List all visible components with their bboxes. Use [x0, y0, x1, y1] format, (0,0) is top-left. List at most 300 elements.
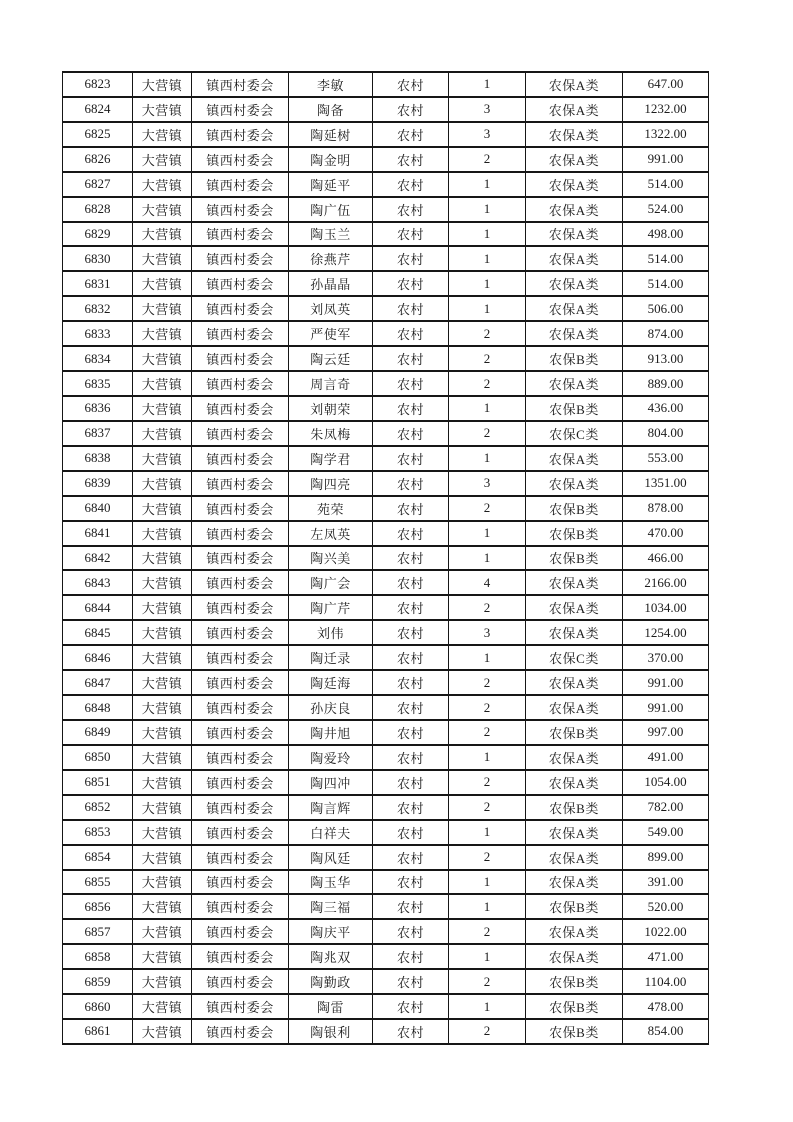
cell-household-type: 农村 — [373, 197, 449, 222]
table-row — [63, 820, 709, 845]
cell-household-type: 农村 — [373, 396, 449, 421]
cell-amount: 471.00 — [623, 944, 709, 969]
cell-town: 大营镇 — [133, 471, 192, 496]
cell-household-type: 农村 — [373, 570, 449, 595]
cell-insurance-category: 农保A类 — [526, 147, 623, 172]
cell-household-type: 农村 — [373, 894, 449, 919]
cell-household-type: 农村 — [373, 969, 449, 994]
cell-insurance-category: 农保B类 — [526, 969, 623, 994]
table-row — [63, 97, 709, 122]
table-row — [63, 795, 709, 820]
table-row — [63, 246, 709, 271]
cell-person-count: 1 — [449, 246, 526, 271]
cell-insurance-category: 农保A类 — [526, 570, 623, 595]
cell-insurance-category: 农保A类 — [526, 172, 623, 197]
cell-serial-number: 6860 — [63, 994, 133, 1019]
table-row — [63, 521, 709, 546]
table-row — [63, 496, 709, 521]
cell-serial-number: 6856 — [63, 894, 133, 919]
cell-household-type: 农村 — [373, 421, 449, 446]
cell-insurance-category: 农保A类 — [526, 695, 623, 720]
cell-amount: 889.00 — [623, 371, 709, 396]
cell-town: 大营镇 — [133, 222, 192, 247]
table-row — [63, 720, 709, 745]
cell-serial-number: 6852 — [63, 795, 133, 820]
cell-household-type: 农村 — [373, 521, 449, 546]
cell-person-count: 1 — [449, 521, 526, 546]
cell-insurance-category: 农保B类 — [526, 496, 623, 521]
cell-village-committee: 镇西村委会 — [192, 521, 289, 546]
cell-name: 周言奇 — [289, 371, 373, 396]
table-row — [63, 446, 709, 471]
cell-amount: 436.00 — [623, 396, 709, 421]
cell-village-committee: 镇西村委会 — [192, 246, 289, 271]
cell-amount: 991.00 — [623, 695, 709, 720]
cell-household-type: 农村 — [373, 147, 449, 172]
cell-name: 陶风廷 — [289, 845, 373, 870]
cell-serial-number: 6854 — [63, 845, 133, 870]
cell-village-committee: 镇西村委会 — [192, 421, 289, 446]
cell-name: 徐燕芹 — [289, 246, 373, 271]
cell-person-count: 2 — [449, 770, 526, 795]
cell-amount: 1322.00 — [623, 122, 709, 147]
cell-town: 大营镇 — [133, 919, 192, 944]
cell-town: 大营镇 — [133, 172, 192, 197]
cell-serial-number: 6847 — [63, 670, 133, 695]
cell-household-type: 农村 — [373, 271, 449, 296]
cell-household-type: 农村 — [373, 845, 449, 870]
cell-person-count: 2 — [449, 421, 526, 446]
table-row — [63, 620, 709, 645]
cell-serial-number: 6826 — [63, 147, 133, 172]
cell-name: 陶广芹 — [289, 595, 373, 620]
cell-town: 大营镇 — [133, 521, 192, 546]
cell-amount: 991.00 — [623, 670, 709, 695]
cell-household-type: 农村 — [373, 944, 449, 969]
cell-village-committee: 镇西村委会 — [192, 72, 289, 97]
cell-insurance-category: 农保A类 — [526, 670, 623, 695]
table-row — [63, 197, 709, 222]
cell-amount: 997.00 — [623, 720, 709, 745]
cell-village-committee: 镇西村委会 — [192, 994, 289, 1019]
cell-household-type: 农村 — [373, 446, 449, 471]
cell-town: 大营镇 — [133, 720, 192, 745]
cell-serial-number: 6836 — [63, 396, 133, 421]
cell-town: 大营镇 — [133, 1019, 192, 1044]
cell-insurance-category: 农保A类 — [526, 446, 623, 471]
cell-amount: 899.00 — [623, 845, 709, 870]
cell-amount: 391.00 — [623, 870, 709, 895]
cell-amount: 1254.00 — [623, 620, 709, 645]
cell-person-count: 1 — [449, 197, 526, 222]
cell-insurance-category: 农保C类 — [526, 645, 623, 670]
cell-serial-number: 6830 — [63, 246, 133, 271]
cell-household-type: 农村 — [373, 870, 449, 895]
cell-amount: 506.00 — [623, 296, 709, 321]
cell-serial-number: 6853 — [63, 820, 133, 845]
cell-household-type: 农村 — [373, 795, 449, 820]
cell-person-count: 1 — [449, 944, 526, 969]
cell-person-count: 1 — [449, 296, 526, 321]
cell-amount: 647.00 — [623, 72, 709, 97]
cell-serial-number: 6838 — [63, 446, 133, 471]
table-row — [63, 770, 709, 795]
cell-amount: 878.00 — [623, 496, 709, 521]
cell-town: 大营镇 — [133, 97, 192, 122]
table-row — [63, 944, 709, 969]
cell-town: 大营镇 — [133, 845, 192, 870]
cell-name: 陶金明 — [289, 147, 373, 172]
cell-person-count: 2 — [449, 321, 526, 346]
table-row — [63, 271, 709, 296]
cell-village-committee: 镇西村委会 — [192, 870, 289, 895]
cell-town: 大营镇 — [133, 795, 192, 820]
cell-village-committee: 镇西村委会 — [192, 546, 289, 571]
cell-amount: 553.00 — [623, 446, 709, 471]
cell-town: 大营镇 — [133, 645, 192, 670]
table-row — [63, 994, 709, 1019]
cell-serial-number: 6839 — [63, 471, 133, 496]
cell-town: 大营镇 — [133, 620, 192, 645]
cell-amount: 524.00 — [623, 197, 709, 222]
cell-person-count: 1 — [449, 546, 526, 571]
cell-name: 严使军 — [289, 321, 373, 346]
cell-name: 陶备 — [289, 97, 373, 122]
cell-person-count: 2 — [449, 147, 526, 172]
cell-village-committee: 镇西村委会 — [192, 346, 289, 371]
cell-amount: 1232.00 — [623, 97, 709, 122]
cell-insurance-category: 农保A类 — [526, 97, 623, 122]
cell-name: 陶雷 — [289, 994, 373, 1019]
cell-insurance-category: 农保A类 — [526, 919, 623, 944]
cell-village-committee: 镇西村委会 — [192, 321, 289, 346]
cell-person-count: 1 — [449, 172, 526, 197]
cell-village-committee: 镇西村委会 — [192, 1019, 289, 1044]
cell-name: 陶广会 — [289, 570, 373, 595]
table-row — [63, 570, 709, 595]
cell-person-count: 1 — [449, 271, 526, 296]
cell-town: 大营镇 — [133, 695, 192, 720]
table-row — [63, 471, 709, 496]
table-row — [63, 72, 709, 97]
cell-insurance-category: 农保A类 — [526, 944, 623, 969]
cell-insurance-category: 农保A类 — [526, 620, 623, 645]
cell-village-committee: 镇西村委会 — [192, 770, 289, 795]
table-row — [63, 969, 709, 994]
cell-household-type: 农村 — [373, 770, 449, 795]
cell-name: 陶玉华 — [289, 870, 373, 895]
cell-serial-number: 6834 — [63, 346, 133, 371]
cell-serial-number: 6846 — [63, 645, 133, 670]
cell-town: 大营镇 — [133, 421, 192, 446]
cell-name: 左凤英 — [289, 521, 373, 546]
cell-town: 大营镇 — [133, 496, 192, 521]
cell-name: 陶四冲 — [289, 770, 373, 795]
cell-person-count: 2 — [449, 919, 526, 944]
cell-person-count: 2 — [449, 595, 526, 620]
cell-village-committee: 镇西村委会 — [192, 845, 289, 870]
cell-serial-number: 6842 — [63, 546, 133, 571]
cell-village-committee: 镇西村委会 — [192, 396, 289, 421]
table-row — [63, 670, 709, 695]
cell-town: 大营镇 — [133, 770, 192, 795]
cell-village-committee: 镇西村委会 — [192, 222, 289, 247]
cell-village-committee: 镇西村委会 — [192, 570, 289, 595]
cell-village-committee: 镇西村委会 — [192, 620, 289, 645]
cell-household-type: 农村 — [373, 496, 449, 521]
cell-insurance-category: 农保A类 — [526, 321, 623, 346]
table-row — [63, 745, 709, 770]
cell-insurance-category: 农保A类 — [526, 197, 623, 222]
cell-name: 陶迁录 — [289, 645, 373, 670]
cell-serial-number: 6831 — [63, 271, 133, 296]
cell-town: 大营镇 — [133, 321, 192, 346]
cell-amount: 1104.00 — [623, 969, 709, 994]
cell-village-committee: 镇西村委会 — [192, 795, 289, 820]
cell-town: 大营镇 — [133, 994, 192, 1019]
cell-household-type: 农村 — [373, 246, 449, 271]
cell-person-count: 1 — [449, 446, 526, 471]
cell-town: 大营镇 — [133, 546, 192, 571]
cell-serial-number: 6829 — [63, 222, 133, 247]
table-row — [63, 695, 709, 720]
cell-amount: 549.00 — [623, 820, 709, 845]
cell-household-type: 农村 — [373, 172, 449, 197]
cell-amount: 2166.00 — [623, 570, 709, 595]
cell-name: 刘凤英 — [289, 296, 373, 321]
cell-amount: 514.00 — [623, 172, 709, 197]
cell-insurance-category: 农保A类 — [526, 122, 623, 147]
cell-serial-number: 6827 — [63, 172, 133, 197]
cell-insurance-category: 农保A类 — [526, 820, 623, 845]
cell-town: 大营镇 — [133, 72, 192, 97]
cell-insurance-category: 农保B类 — [526, 795, 623, 820]
cell-person-count: 2 — [449, 496, 526, 521]
cell-person-count: 1 — [449, 645, 526, 670]
table-row — [63, 546, 709, 571]
cell-serial-number: 6859 — [63, 969, 133, 994]
cell-village-committee: 镇西村委会 — [192, 919, 289, 944]
cell-amount: 1351.00 — [623, 471, 709, 496]
cell-village-committee: 镇西村委会 — [192, 745, 289, 770]
table-row — [63, 172, 709, 197]
table-row — [63, 595, 709, 620]
cell-person-count: 2 — [449, 346, 526, 371]
cell-household-type: 农村 — [373, 546, 449, 571]
table-row — [63, 1019, 709, 1044]
cell-village-committee: 镇西村委会 — [192, 271, 289, 296]
cell-amount: 804.00 — [623, 421, 709, 446]
cell-name: 陶四亮 — [289, 471, 373, 496]
cell-town: 大营镇 — [133, 122, 192, 147]
cell-town: 大营镇 — [133, 147, 192, 172]
cell-insurance-category: 农保A类 — [526, 296, 623, 321]
cell-town: 大营镇 — [133, 371, 192, 396]
cell-village-committee: 镇西村委会 — [192, 595, 289, 620]
cell-serial-number: 6824 — [63, 97, 133, 122]
cell-person-count: 2 — [449, 1019, 526, 1044]
cell-amount: 874.00 — [623, 321, 709, 346]
cell-serial-number: 6861 — [63, 1019, 133, 1044]
cell-amount: 991.00 — [623, 147, 709, 172]
cell-serial-number: 6845 — [63, 620, 133, 645]
cell-insurance-category: 农保B类 — [526, 894, 623, 919]
cell-serial-number: 6858 — [63, 944, 133, 969]
cell-village-committee: 镇西村委会 — [192, 97, 289, 122]
cell-serial-number: 6823 — [63, 72, 133, 97]
cell-village-committee: 镇西村委会 — [192, 670, 289, 695]
cell-name: 李敏 — [289, 72, 373, 97]
cell-person-count: 1 — [449, 994, 526, 1019]
cell-village-committee: 镇西村委会 — [192, 894, 289, 919]
cell-amount: 514.00 — [623, 271, 709, 296]
cell-household-type: 农村 — [373, 620, 449, 645]
cell-village-committee: 镇西村委会 — [192, 122, 289, 147]
cell-person-count: 1 — [449, 222, 526, 247]
cell-town: 大营镇 — [133, 969, 192, 994]
cell-insurance-category: 农保B类 — [526, 1019, 623, 1044]
cell-insurance-category: 农保B类 — [526, 346, 623, 371]
cell-serial-number: 6837 — [63, 421, 133, 446]
table-row — [63, 321, 709, 346]
cell-serial-number: 6828 — [63, 197, 133, 222]
cell-person-count: 1 — [449, 894, 526, 919]
cell-name: 陶言辉 — [289, 795, 373, 820]
cell-insurance-category: 农保A类 — [526, 845, 623, 870]
cell-name: 刘伟 — [289, 620, 373, 645]
table-row — [63, 919, 709, 944]
cell-amount: 854.00 — [623, 1019, 709, 1044]
cell-insurance-category: 农保C类 — [526, 421, 623, 446]
table-row — [63, 894, 709, 919]
cell-amount: 491.00 — [623, 745, 709, 770]
cell-person-count: 2 — [449, 795, 526, 820]
cell-person-count: 3 — [449, 122, 526, 147]
cell-name: 苑荣 — [289, 496, 373, 521]
cell-name: 陶延平 — [289, 172, 373, 197]
cell-name: 陶三福 — [289, 894, 373, 919]
cell-insurance-category: 农保A类 — [526, 371, 623, 396]
cell-village-committee: 镇西村委会 — [192, 820, 289, 845]
cell-person-count: 1 — [449, 870, 526, 895]
cell-household-type: 农村 — [373, 371, 449, 396]
cell-name: 陶云廷 — [289, 346, 373, 371]
table-row — [63, 845, 709, 870]
cell-serial-number: 6848 — [63, 695, 133, 720]
cell-household-type: 农村 — [373, 72, 449, 97]
cell-person-count: 3 — [449, 471, 526, 496]
cell-person-count: 2 — [449, 845, 526, 870]
cell-insurance-category: 农保B类 — [526, 994, 623, 1019]
cell-insurance-category: 农保A类 — [526, 595, 623, 620]
cell-person-count: 3 — [449, 97, 526, 122]
cell-insurance-category: 农保A类 — [526, 745, 623, 770]
cell-serial-number: 6844 — [63, 595, 133, 620]
cell-serial-number: 6843 — [63, 570, 133, 595]
cell-amount: 1022.00 — [623, 919, 709, 944]
cell-serial-number: 6841 — [63, 521, 133, 546]
cell-serial-number: 6832 — [63, 296, 133, 321]
cell-name: 刘朝荣 — [289, 396, 373, 421]
cell-serial-number: 6857 — [63, 919, 133, 944]
cell-name: 陶爱玲 — [289, 745, 373, 770]
cell-name: 陶广伍 — [289, 197, 373, 222]
cell-serial-number: 6835 — [63, 371, 133, 396]
cell-town: 大营镇 — [133, 894, 192, 919]
cell-insurance-category: 农保A类 — [526, 246, 623, 271]
cell-village-committee: 镇西村委会 — [192, 944, 289, 969]
cell-village-committee: 镇西村委会 — [192, 197, 289, 222]
cell-name: 陶学君 — [289, 446, 373, 471]
cell-insurance-category: 农保A类 — [526, 471, 623, 496]
cell-village-committee: 镇西村委会 — [192, 296, 289, 321]
cell-town: 大营镇 — [133, 396, 192, 421]
cell-person-count: 3 — [449, 620, 526, 645]
table-body — [63, 72, 709, 1044]
cell-town: 大营镇 — [133, 346, 192, 371]
cell-household-type: 农村 — [373, 97, 449, 122]
cell-amount: 498.00 — [623, 222, 709, 247]
cell-town: 大营镇 — [133, 197, 192, 222]
cell-village-committee: 镇西村委会 — [192, 371, 289, 396]
cell-town: 大营镇 — [133, 246, 192, 271]
table-row — [63, 396, 709, 421]
cell-household-type: 农村 — [373, 222, 449, 247]
cell-name: 朱凤梅 — [289, 421, 373, 446]
cell-village-committee: 镇西村委会 — [192, 645, 289, 670]
cell-serial-number: 6825 — [63, 122, 133, 147]
cell-name: 陶井旭 — [289, 720, 373, 745]
cell-town: 大营镇 — [133, 296, 192, 321]
cell-amount: 466.00 — [623, 546, 709, 571]
cell-village-committee: 镇西村委会 — [192, 147, 289, 172]
cell-household-type: 农村 — [373, 645, 449, 670]
cell-town: 大营镇 — [133, 271, 192, 296]
table-row — [63, 296, 709, 321]
cell-name: 陶延树 — [289, 122, 373, 147]
cell-person-count: 1 — [449, 396, 526, 421]
cell-name: 陶银利 — [289, 1019, 373, 1044]
cell-village-committee: 镇西村委会 — [192, 496, 289, 521]
cell-household-type: 农村 — [373, 695, 449, 720]
cell-household-type: 农村 — [373, 321, 449, 346]
cell-household-type: 农村 — [373, 820, 449, 845]
table-row — [63, 346, 709, 371]
cell-name: 陶庆平 — [289, 919, 373, 944]
cell-town: 大营镇 — [133, 870, 192, 895]
cell-amount: 913.00 — [623, 346, 709, 371]
cell-amount: 520.00 — [623, 894, 709, 919]
cell-insurance-category: 农保B类 — [526, 546, 623, 571]
cell-household-type: 农村 — [373, 122, 449, 147]
cell-village-committee: 镇西村委会 — [192, 720, 289, 745]
cell-person-count: 2 — [449, 969, 526, 994]
cell-person-count: 2 — [449, 371, 526, 396]
cell-name: 孙庆良 — [289, 695, 373, 720]
cell-town: 大营镇 — [133, 595, 192, 620]
cell-serial-number: 6855 — [63, 870, 133, 895]
cell-serial-number: 6850 — [63, 745, 133, 770]
cell-household-type: 农村 — [373, 720, 449, 745]
table-row — [63, 371, 709, 396]
cell-serial-number: 6840 — [63, 496, 133, 521]
cell-insurance-category: 农保A类 — [526, 271, 623, 296]
cell-insurance-category: 农保B类 — [526, 720, 623, 745]
cell-person-count: 2 — [449, 670, 526, 695]
cell-insurance-category: 农保A类 — [526, 870, 623, 895]
cell-town: 大营镇 — [133, 745, 192, 770]
cell-insurance-category: 农保B类 — [526, 521, 623, 546]
